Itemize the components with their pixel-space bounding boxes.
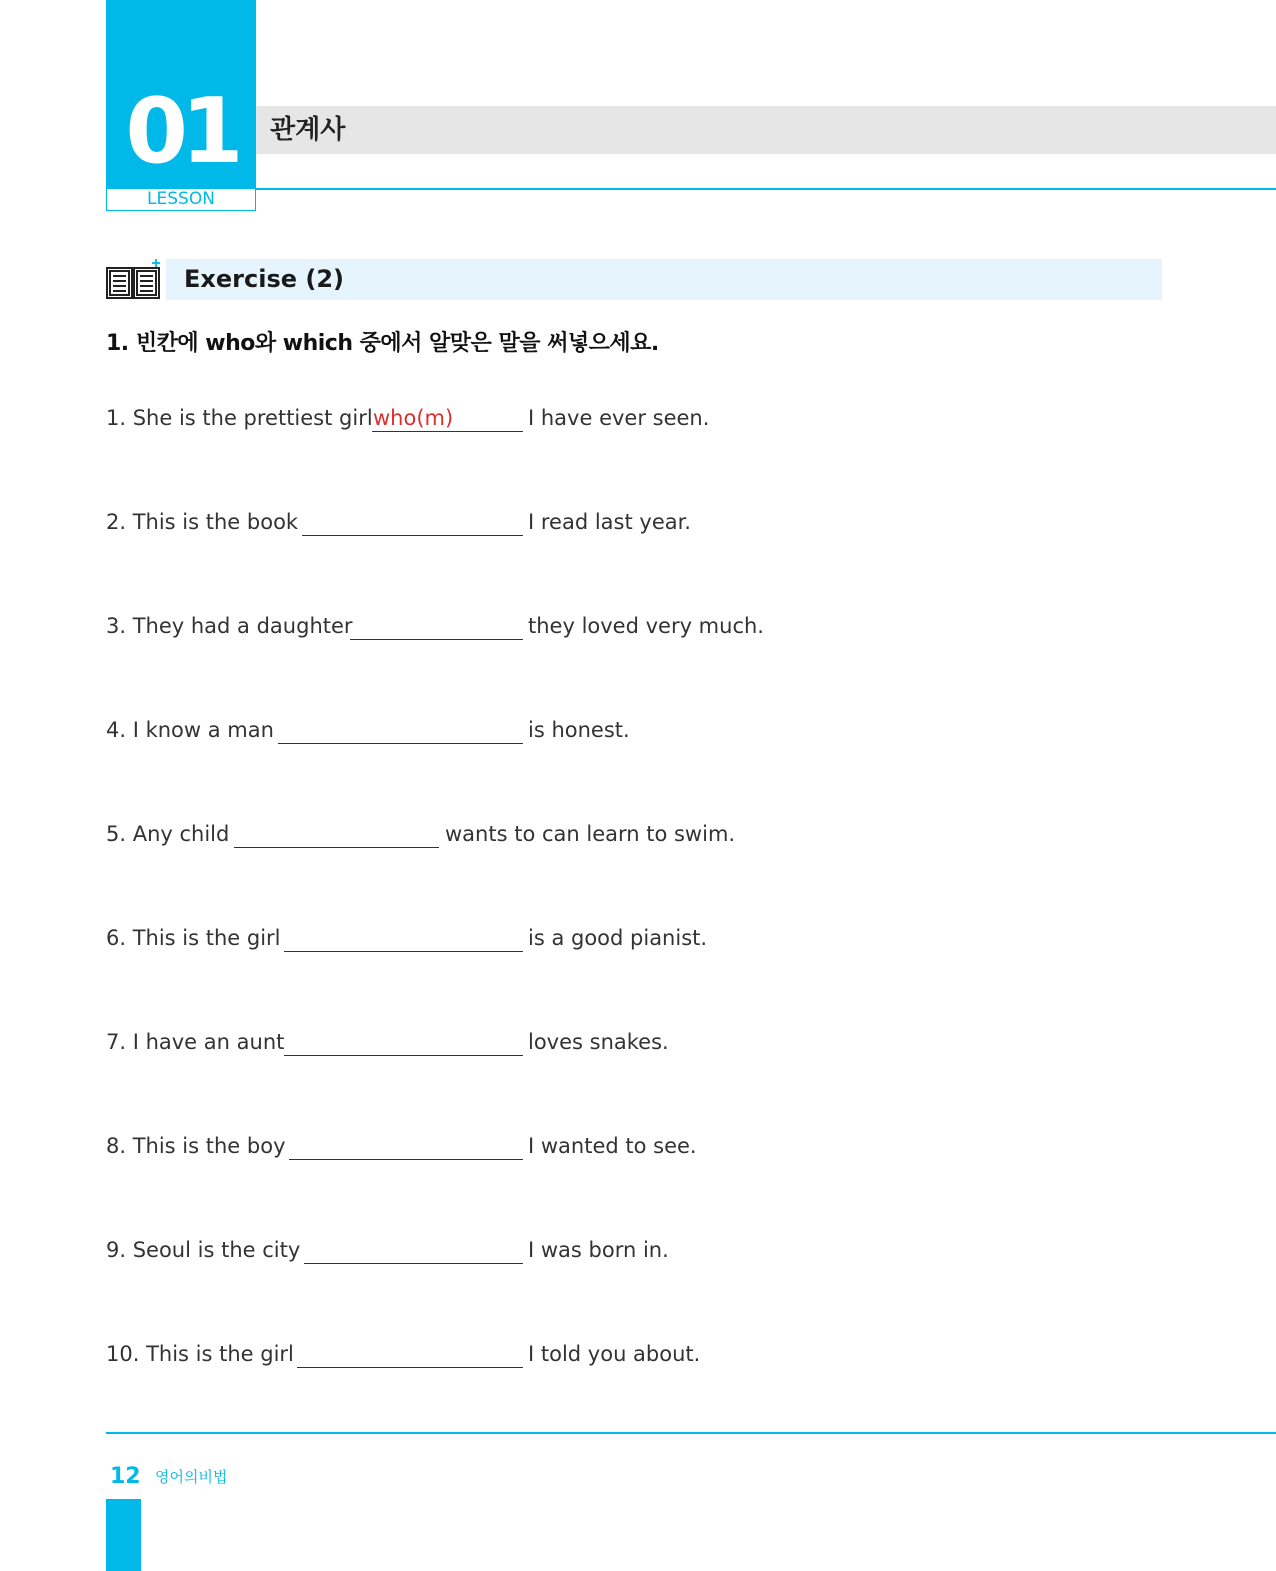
- question-row: [106, 505, 806, 539]
- footer-tab: [106, 1499, 141, 1571]
- instruction-text: 1. 빈칸에 who와 which 중에서 알맞은 말을 써넣으세요.: [106, 331, 659, 356]
- question-text-before: 8. This is the boy: [106, 1134, 286, 1158]
- question-text-before: 3. They had a daughter: [106, 614, 353, 638]
- question-row: [106, 1025, 806, 1059]
- lesson-number: 01: [125, 79, 237, 184]
- question-row: [106, 921, 806, 955]
- footer-divider: [106, 1432, 1276, 1434]
- question-text-before: 4. I know a man: [106, 718, 274, 742]
- question-row: [106, 1233, 806, 1267]
- answer-blank[interactable]: [350, 609, 523, 640]
- lesson-badge: [106, 0, 256, 212]
- exercise-title-bar: [166, 259, 1162, 300]
- question-text-after: they loved very much.: [528, 614, 764, 638]
- question-text-after: I have ever seen.: [528, 406, 710, 430]
- question-text-before: 5. Any child: [106, 822, 230, 846]
- question-text-after: I was born in.: [528, 1238, 669, 1262]
- question-text-after: wants to can learn to swim.: [445, 822, 736, 846]
- question-row: [106, 713, 806, 747]
- answer-blank[interactable]: [278, 713, 523, 744]
- question-text-before: 9. Seoul is the city: [106, 1238, 301, 1262]
- question-text-after: I told you about.: [528, 1342, 701, 1366]
- question-text-before: 10. This is the girl: [106, 1342, 294, 1366]
- answer-blank[interactable]: [234, 817, 439, 848]
- question-text-after: loves snakes.: [528, 1030, 669, 1054]
- question-row: [106, 1337, 806, 1371]
- question-text-before: 2. This is the book: [106, 510, 299, 534]
- header-divider: [256, 188, 1276, 190]
- question-row: [106, 817, 806, 851]
- answer-blank[interactable]: [297, 1337, 523, 1368]
- answer-blank[interactable]: [302, 505, 523, 536]
- question-text-before: 1. She is the prettiest girl: [106, 406, 373, 430]
- open-book-icon: [104, 258, 162, 302]
- answer-blank[interactable]: [284, 921, 523, 952]
- lesson-label: LESSON: [106, 189, 256, 211]
- answer-blank[interactable]: [284, 1025, 523, 1056]
- chapter-title: 관계사: [270, 115, 346, 145]
- question-text-after: I wanted to see.: [528, 1134, 697, 1158]
- answer-text: who(m): [373, 406, 454, 430]
- question-text-after: is a good pianist.: [528, 926, 708, 950]
- question-text-before: 6. This is the girl: [106, 926, 281, 950]
- exercise-title: Exercise (2): [184, 265, 344, 293]
- question-row: [106, 1129, 806, 1163]
- answer-blank[interactable]: [289, 1129, 523, 1160]
- question-row: [106, 609, 806, 643]
- question-text-before: 7. I have an aunt: [106, 1030, 285, 1054]
- book-title: 영어의비법: [155, 1468, 228, 1486]
- question-text-after: is honest.: [528, 718, 630, 742]
- answer-blank[interactable]: [304, 1233, 523, 1264]
- lesson-number-box: [106, 0, 256, 189]
- question-text-after: I read last year.: [528, 510, 691, 534]
- page-number: 12: [110, 1464, 141, 1489]
- question-row: [106, 401, 806, 435]
- chapter-title-bar: [256, 106, 1276, 154]
- answer-blank[interactable]: [372, 401, 523, 432]
